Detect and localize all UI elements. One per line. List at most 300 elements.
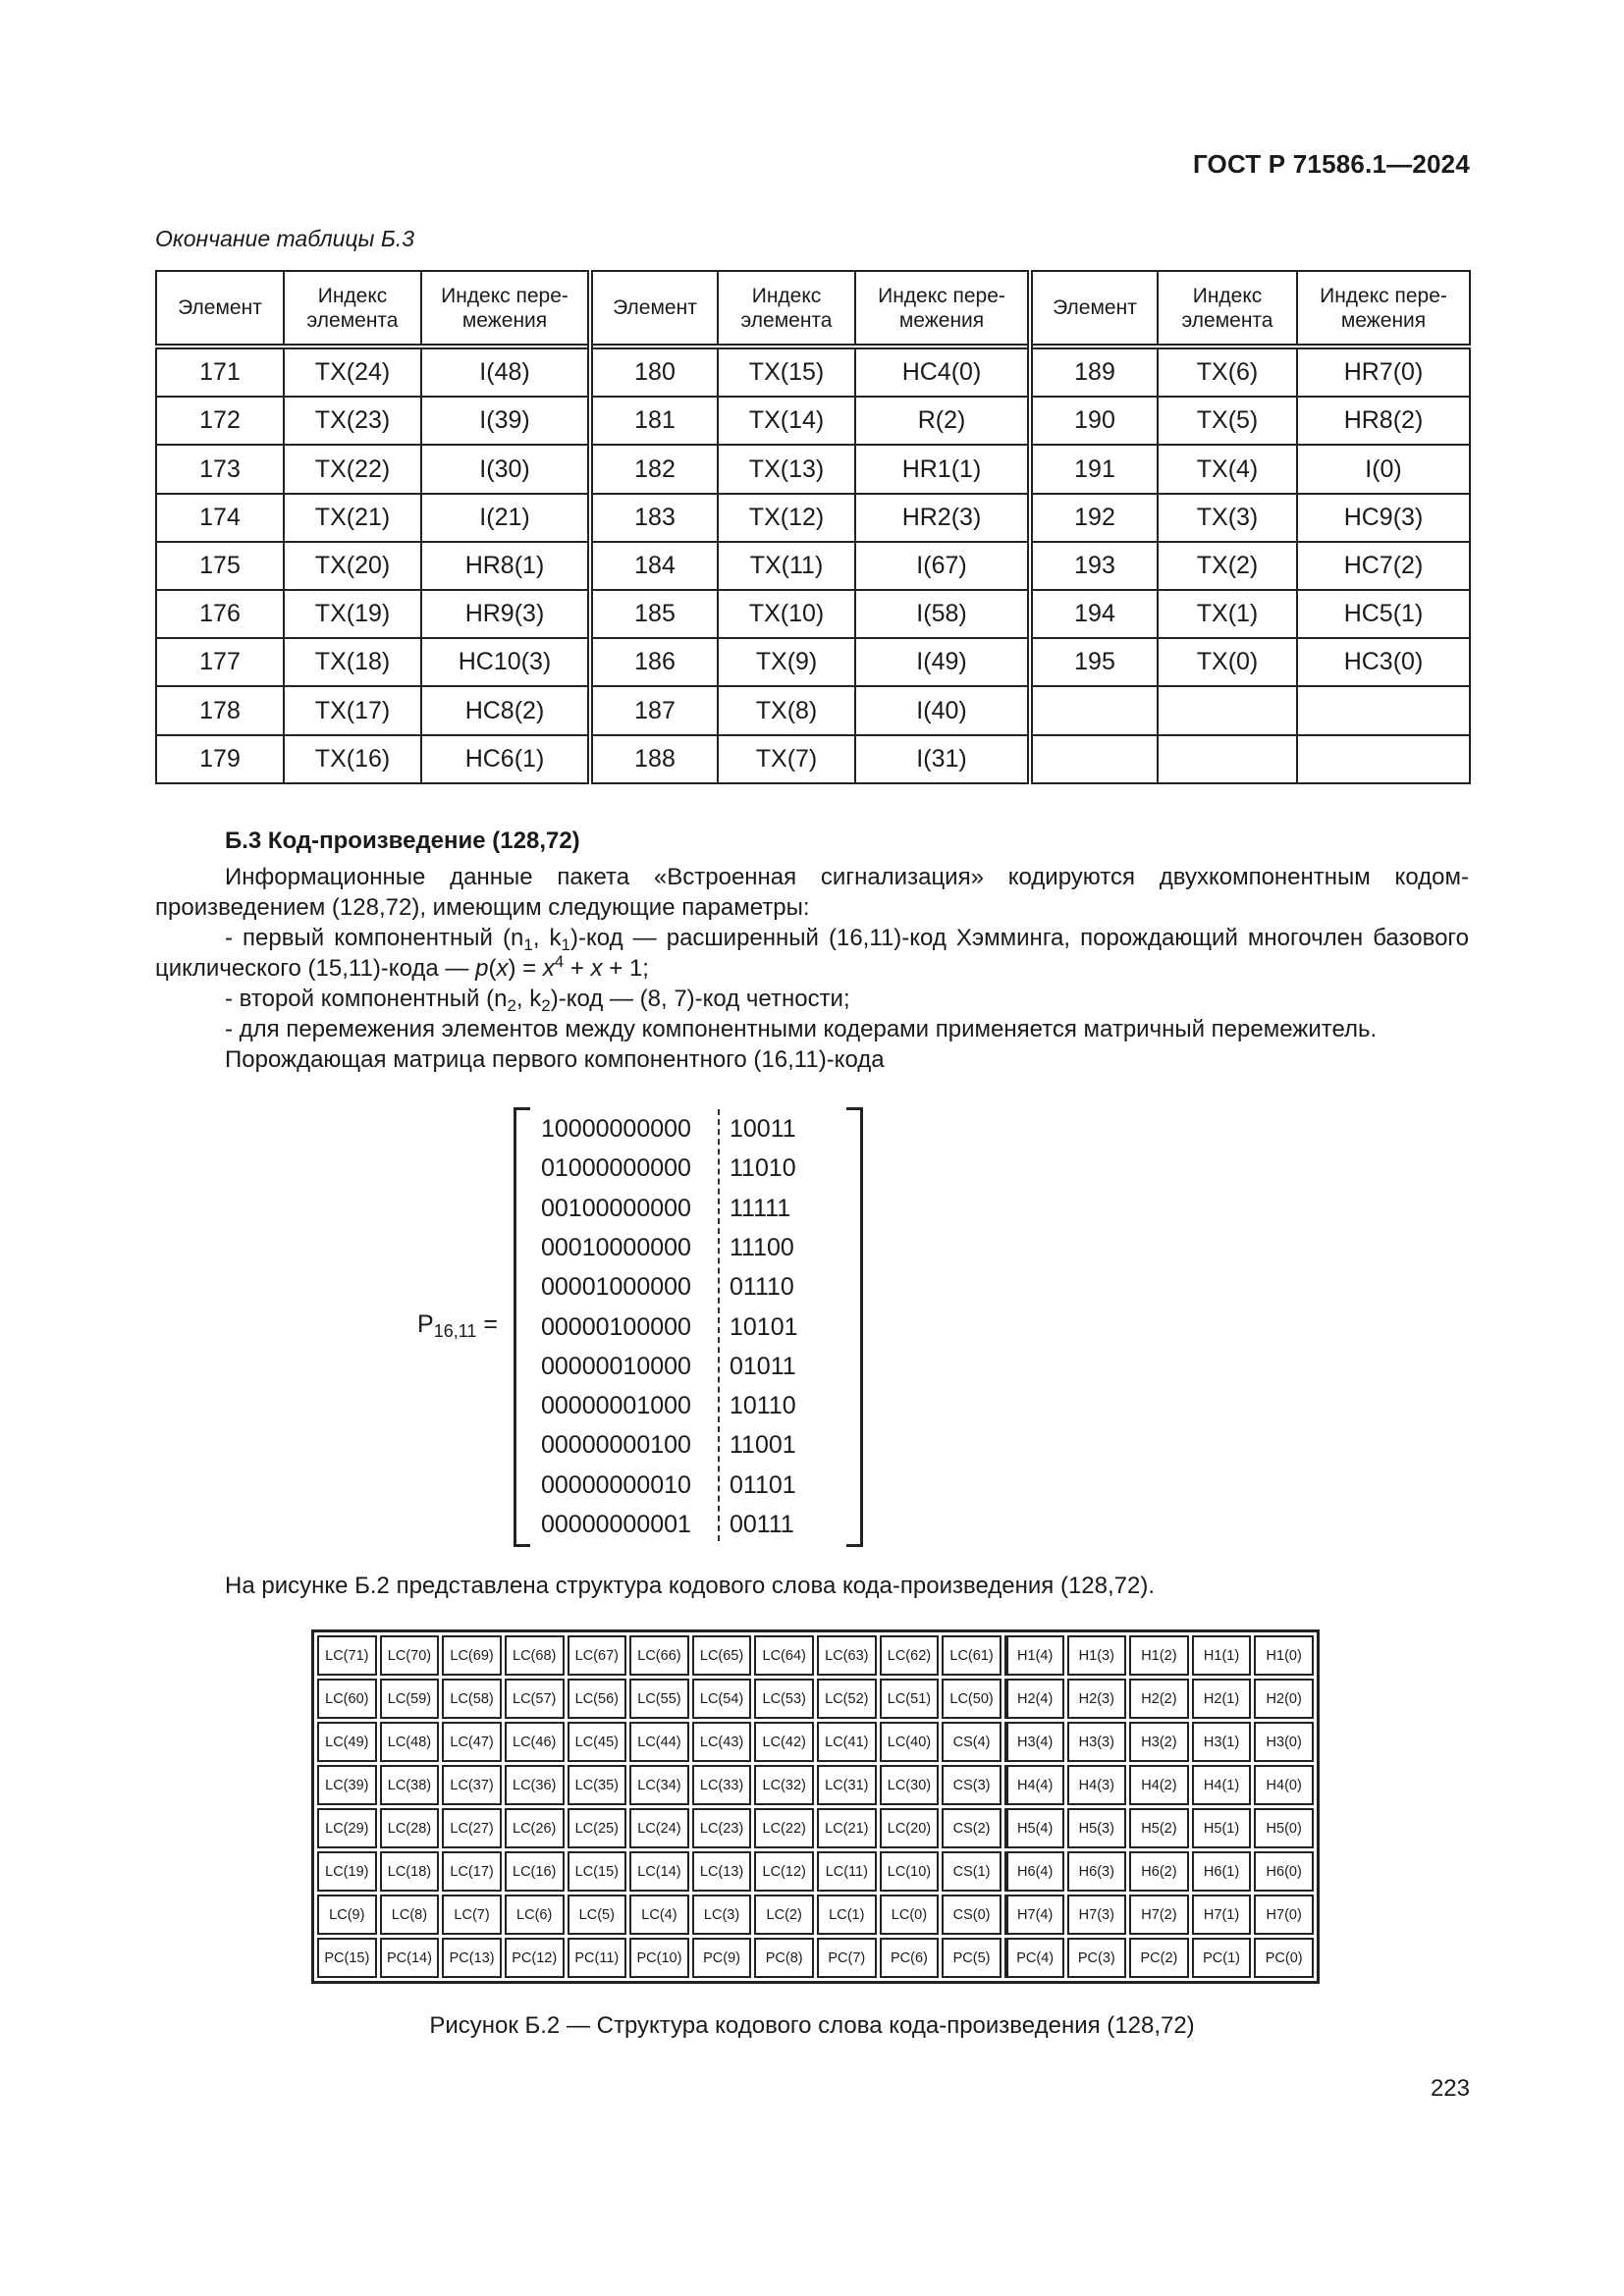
table-cell: 178 (156, 686, 284, 734)
codeword-cell: CS(1) (942, 1851, 1001, 1892)
codeword-cell: PC(13) (442, 1938, 502, 1978)
matrix-intro: Порождающая матрица первого компонентного (16,11)-кода (225, 1046, 885, 1073)
table-cell: TX(9) (718, 638, 855, 686)
table-cell: 180 (590, 347, 718, 397)
codeword-cell: LC(15) (568, 1851, 627, 1892)
codeword-row (317, 1808, 1314, 1848)
codeword-cell: LC(33) (692, 1765, 752, 1805)
codeword-cell: CS(3) (942, 1765, 1001, 1805)
table-cell: TX(5) (1158, 397, 1297, 445)
codeword-cell: LC(18) (380, 1851, 440, 1892)
codeword-cell: LC(25) (568, 1808, 627, 1848)
text-fragment: )-код — (8, 7)-код четности; (550, 986, 850, 1012)
matrix-row-identity: 00000001000 (541, 1392, 691, 1420)
codeword-cell: LC(14) (629, 1851, 689, 1892)
table-cell (1297, 735, 1470, 783)
codeword-cell: LC(54) (692, 1679, 752, 1719)
codeword-cell: LC(64) (754, 1635, 814, 1676)
table-row (156, 735, 1470, 783)
subscript: 1 (523, 935, 533, 954)
codeword-cell: H6(4) (1004, 1851, 1064, 1892)
matrix-separator (718, 1109, 720, 1541)
codeword-cell: H5(2) (1129, 1808, 1189, 1848)
table-cell: 188 (590, 735, 718, 783)
matrix-row-parity: 01101 (730, 1470, 796, 1499)
codeword-cell: LC(62) (880, 1635, 940, 1676)
codeword-cell: H6(3) (1067, 1851, 1127, 1892)
codeword-row (317, 1895, 1314, 1935)
codeword-cell: PC(3) (1067, 1938, 1127, 1978)
table-row (156, 347, 1470, 397)
table-cell: TX(10) (718, 590, 855, 638)
codeword-row (317, 1765, 1314, 1805)
table-row (156, 445, 1470, 493)
table-cell: 190 (1030, 397, 1158, 445)
codeword-cell: H2(0) (1254, 1679, 1314, 1719)
codeword-cell: LC(45) (568, 1722, 627, 1762)
table-cell: 186 (590, 638, 718, 686)
table-header-cell: Индекс пере-межения (855, 271, 1030, 347)
table-cell: TX(24) (284, 347, 421, 397)
table-header-cell: Индекс элемента (284, 271, 421, 347)
codeword-cell: PC(6) (880, 1938, 940, 1978)
codeword-cell: PC(0) (1254, 1938, 1314, 1978)
matrix-row-identity: 00000000100 (541, 1431, 691, 1460)
italic-var: x (542, 955, 555, 982)
codeword-cell: LC(57) (505, 1679, 565, 1719)
codeword-cell: H3(0) (1254, 1722, 1314, 1762)
codeword-cell: H4(2) (1129, 1765, 1189, 1805)
matrix-row-parity: 10101 (730, 1312, 798, 1341)
table-cell: HR8(2) (1297, 397, 1470, 445)
codeword-cell: H7(3) (1067, 1895, 1127, 1935)
codeword-cell: H6(0) (1254, 1851, 1314, 1892)
table-cell: I(21) (421, 494, 590, 542)
italic-var: x (496, 955, 509, 982)
table-cell: TX(18) (284, 638, 421, 686)
table-header-row (156, 271, 1470, 347)
table-cell: TX(17) (284, 686, 421, 734)
table-cell: TX(16) (284, 735, 421, 783)
codeword-cell: LC(60) (317, 1679, 377, 1719)
table-cell: 179 (156, 735, 284, 783)
table-cell: I(40) (855, 686, 1030, 734)
codeword-cell: LC(63) (817, 1635, 877, 1676)
text-fragment: + 1; (602, 955, 649, 982)
codeword-cell: LC(49) (317, 1722, 377, 1762)
codeword-cell: H4(0) (1254, 1765, 1314, 1805)
table-cell: 183 (590, 494, 718, 542)
table-cell: I(48) (421, 347, 590, 397)
table-cell: R(2) (855, 397, 1030, 445)
codeword-cell: LC(26) (505, 1808, 565, 1848)
table-cell: 192 (1030, 494, 1158, 542)
codeword-cell: H5(4) (1004, 1808, 1064, 1848)
table-header-cell: Элемент (1030, 271, 1158, 347)
text-fragment: , k (515, 986, 542, 1012)
text-fragment: , k (532, 925, 562, 951)
codeword-structure-grid (311, 1629, 1320, 1984)
codeword-cell: CS(4) (942, 1722, 1001, 1762)
text-fragment: )-код — расширенный (16,11)-код Хэмминга, порождающий многочлен базового циклического (15,11)-кода — (155, 925, 1469, 982)
table-cell: TX(15) (718, 347, 855, 397)
codeword-cell: H6(2) (1129, 1851, 1189, 1892)
table-cell: HR8(1) (421, 542, 590, 590)
table-cell: 184 (590, 542, 718, 590)
codeword-cell: LC(36) (505, 1765, 565, 1805)
codeword-cell: H7(1) (1192, 1895, 1252, 1935)
text-fragment: ( (488, 955, 497, 982)
table-cell: HC6(1) (421, 735, 590, 783)
table-cell: TX(22) (284, 445, 421, 493)
table-header-cell: Индекс пере-межения (1297, 271, 1470, 347)
subscript: 2 (507, 996, 516, 1015)
table-cell: 185 (590, 590, 718, 638)
table-cell: 189 (1030, 347, 1158, 397)
codeword-cell: PC(4) (1004, 1938, 1064, 1978)
subscript: 2 (541, 996, 551, 1015)
codeword-cell: LC(35) (568, 1765, 627, 1805)
codeword-cell: H7(0) (1254, 1895, 1314, 1935)
table-header-cell: Элемент (156, 271, 284, 347)
matrix-bracket-left (514, 1107, 530, 1547)
table-row (156, 542, 1470, 590)
codeword-cell: LC(24) (629, 1808, 689, 1848)
codeword-cell: LC(5) (568, 1895, 627, 1935)
table-cell: HR1(1) (855, 445, 1030, 493)
codeword-cell: LC(23) (692, 1808, 752, 1848)
matrix-row-identity: 00000000010 (541, 1470, 691, 1499)
codeword-cell: PC(10) (629, 1938, 689, 1978)
italic-var: x (590, 955, 603, 982)
codeword-cell: PC(15) (317, 1938, 377, 1978)
table-cell: 191 (1030, 445, 1158, 493)
codeword-cell: H3(3) (1067, 1722, 1127, 1762)
codeword-cell: LC(71) (317, 1635, 377, 1676)
table-cell: 175 (156, 542, 284, 590)
codeword-cell: LC(44) (629, 1722, 689, 1762)
codeword-grid-body (317, 1635, 1314, 1978)
table-row (156, 686, 1470, 734)
matrix-row-parity: 10110 (730, 1392, 796, 1420)
codeword-cell: LC(40) (880, 1722, 940, 1762)
codeword-cell: LC(32) (754, 1765, 814, 1805)
table-cell: I(58) (855, 590, 1030, 638)
table-cell: TX(1) (1158, 590, 1297, 638)
codeword-cell: H3(2) (1129, 1722, 1189, 1762)
paragraph-intro-text: Информационные данные пакета «Встроенная сигнализация» кодируются двухкомпонентным кодом-произведением (128,72), имеющим следующие параметры: (155, 864, 1469, 921)
table-cell: HC10(3) (421, 638, 590, 686)
table-cell: 194 (1030, 590, 1158, 638)
table-cell: HC5(1) (1297, 590, 1470, 638)
codeword-cell: PC(1) (1192, 1938, 1252, 1978)
codeword-cell: LC(12) (754, 1851, 814, 1892)
table-cell: I(39) (421, 397, 590, 445)
table-cell: 187 (590, 686, 718, 734)
table-cell (1158, 686, 1297, 734)
table-cell: HC8(2) (421, 686, 590, 734)
codeword-cell: LC(19) (317, 1851, 377, 1892)
page-number: 223 (1430, 2075, 1470, 2102)
codeword-cell: H4(1) (1192, 1765, 1252, 1805)
codeword-cell: LC(9) (317, 1895, 377, 1935)
table-caption: Окончание таблицы Б.3 (155, 226, 415, 251)
section-title: Б.3 Код-произведение (128,72) (225, 828, 580, 854)
codeword-cell: LC(68) (505, 1635, 565, 1676)
codeword-cell: LC(38) (380, 1765, 440, 1805)
codeword-cell: LC(3) (692, 1895, 752, 1935)
table-row (156, 397, 1470, 445)
table-cell: HC4(0) (855, 347, 1030, 397)
codeword-cell: H1(1) (1192, 1635, 1252, 1676)
codeword-cell: LC(61) (942, 1635, 1001, 1676)
list-item-second-component (225, 984, 850, 1014)
codeword-row (317, 1938, 1314, 1978)
codeword-cell: LC(50) (942, 1679, 1001, 1719)
codeword-cell: LC(27) (442, 1808, 502, 1848)
table-cell: HC3(0) (1297, 638, 1470, 686)
matrix-row-parity: 01110 (730, 1273, 794, 1302)
codeword-cell: H1(2) (1129, 1635, 1189, 1676)
codeword-cell: H1(0) (1254, 1635, 1314, 1676)
matrix-row-parity: 11010 (730, 1154, 796, 1183)
table-cell (1030, 686, 1158, 734)
codeword-cell: LC(66) (629, 1635, 689, 1676)
table-cell: HR7(0) (1297, 347, 1470, 397)
codeword-cell: LC(22) (754, 1808, 814, 1848)
text-fragment: - первый компонентный (n (225, 925, 524, 951)
codeword-cell: LC(13) (692, 1851, 752, 1892)
codeword-cell: PC(11) (568, 1938, 627, 1978)
codeword-cell: LC(67) (568, 1635, 627, 1676)
codeword-cell: LC(48) (380, 1722, 440, 1762)
codeword-cell: LC(20) (880, 1808, 940, 1848)
codeword-cell: LC(10) (880, 1851, 940, 1892)
table-cell: TX(19) (284, 590, 421, 638)
codeword-cell: PC(2) (1129, 1938, 1189, 1978)
codeword-cell: H2(1) (1192, 1679, 1252, 1719)
codeword-cell: LC(53) (754, 1679, 814, 1719)
matrix-row-parity: 11001 (730, 1431, 796, 1460)
codeword-cell: H5(1) (1192, 1808, 1252, 1848)
codeword-cell: LC(65) (692, 1635, 752, 1676)
table-cell: TX(4) (1158, 445, 1297, 493)
codeword-cell: PC(9) (692, 1938, 752, 1978)
table-cell: TX(3) (1158, 494, 1297, 542)
matrix-label (417, 1310, 498, 1339)
table-cell: TX(12) (718, 494, 855, 542)
codeword-cell: LC(59) (380, 1679, 440, 1719)
codeword-cell: H7(4) (1004, 1895, 1064, 1935)
matrix-bracket-right (846, 1107, 863, 1547)
table-cell (1158, 735, 1297, 783)
codeword-cell: LC(16) (505, 1851, 565, 1892)
codeword-cell: LC(46) (505, 1722, 565, 1762)
codeword-cell: H2(4) (1004, 1679, 1064, 1719)
matrix-label-main: P (417, 1310, 434, 1338)
codeword-cell: LC(29) (317, 1808, 377, 1848)
figure-intro: На рисунке Б.2 представлена структура кодового слова кода-произведения (128,72). (225, 1573, 1156, 1599)
matrix-row-identity: 00000100000 (541, 1312, 691, 1341)
table-cell: I(67) (855, 542, 1030, 590)
table-cell: TX(7) (718, 735, 855, 783)
table-cell: 182 (590, 445, 718, 493)
codeword-cell: H4(4) (1004, 1765, 1064, 1805)
italic-var: p (475, 955, 489, 982)
matrix-label-sub: 16,11 (433, 1321, 477, 1341)
table-cell: HC9(3) (1297, 494, 1470, 542)
codeword-cell: LC(56) (568, 1679, 627, 1719)
codeword-cell: H2(3) (1067, 1679, 1127, 1719)
codeword-cell: LC(31) (817, 1765, 877, 1805)
table-cell: 193 (1030, 542, 1158, 590)
text-fragment: ) = (508, 955, 543, 982)
codeword-cell: H5(0) (1254, 1808, 1314, 1848)
matrix-row-identity: 00000000001 (541, 1511, 691, 1538)
matrix-row-parity: 11100 (730, 1233, 794, 1261)
codeword-cell: LC(47) (442, 1722, 502, 1762)
table-cell: I(30) (421, 445, 590, 493)
list-item-first-component (155, 923, 1469, 984)
codeword-cell: PC(14) (380, 1938, 440, 1978)
codeword-row (317, 1635, 1314, 1676)
table-cell: TX(20) (284, 542, 421, 590)
codeword-cell: H1(3) (1067, 1635, 1127, 1676)
codeword-cell: H5(3) (1067, 1808, 1127, 1848)
codeword-row (317, 1722, 1314, 1762)
table-row (156, 590, 1470, 638)
codeword-cell: PC(8) (754, 1938, 814, 1978)
matrix-row-parity: 11111 (730, 1194, 791, 1222)
codeword-cell: LC(52) (817, 1679, 877, 1719)
matrix-row-parity: 01011 (730, 1352, 796, 1380)
table-row (156, 494, 1470, 542)
codeword-cell: LC(55) (629, 1679, 689, 1719)
codeword-cell: H6(1) (1192, 1851, 1252, 1892)
matrix-row-identity: 00010000000 (541, 1233, 691, 1261)
codeword-cell: LC(28) (380, 1808, 440, 1848)
table-cell: 195 (1030, 638, 1158, 686)
codeword-cell: CS(2) (942, 1808, 1001, 1848)
codeword-cell: LC(17) (442, 1851, 502, 1892)
codeword-cell: LC(69) (442, 1635, 502, 1676)
codeword-row (317, 1851, 1314, 1892)
table-cell: TX(21) (284, 494, 421, 542)
text-fragment: + (564, 955, 591, 982)
codeword-cell: H2(2) (1129, 1679, 1189, 1719)
codeword-cell: LC(6) (505, 1895, 565, 1935)
text-fragment: - второй компонентный (n (225, 986, 508, 1012)
table-header-cell: Индекс элемента (718, 271, 855, 347)
matrix-row-identity: 00100000000 (541, 1194, 691, 1222)
codeword-cell: LC(37) (442, 1765, 502, 1805)
table-cell: 174 (156, 494, 284, 542)
codeword-cell: LC(0) (880, 1895, 940, 1935)
matrix-row-parity: 10011 (730, 1115, 796, 1143)
table-cell: 172 (156, 397, 284, 445)
codeword-cell: LC(58) (442, 1679, 502, 1719)
table-header-cell: Индекс элемента (1158, 271, 1297, 347)
table-cell: I(31) (855, 735, 1030, 783)
codeword-cell: LC(34) (629, 1765, 689, 1805)
table-body (156, 347, 1470, 783)
codeword-cell: LC(8) (380, 1895, 440, 1935)
codeword-cell: LC(41) (817, 1722, 877, 1762)
subscript: 1 (561, 935, 571, 954)
matrix-row-parity: 00111 (730, 1511, 794, 1538)
table-cell: HR9(3) (421, 590, 590, 638)
codeword-cell: H7(2) (1129, 1895, 1189, 1935)
standard-header: ГОСТ Р 71586.1—2024 (1192, 149, 1470, 179)
codeword-cell: LC(21) (817, 1808, 877, 1848)
table-header-cell: Элемент (590, 271, 718, 347)
table-header-cell: Индекс пере-межения (421, 271, 590, 347)
matrix-label-eq: = (476, 1310, 498, 1338)
matrix-row-identity: 10000000000 (541, 1115, 691, 1143)
codeword-cell: LC(39) (317, 1765, 377, 1805)
codeword-cell: H4(3) (1067, 1765, 1127, 1805)
interleave-table (155, 270, 1471, 784)
table-cell: TX(11) (718, 542, 855, 590)
codeword-cell: LC(51) (880, 1679, 940, 1719)
table-cell: 171 (156, 347, 284, 397)
codeword-cell: LC(4) (629, 1895, 689, 1935)
table-cell: TX(6) (1158, 347, 1297, 397)
codeword-row (317, 1679, 1314, 1719)
codeword-cell: LC(7) (442, 1895, 502, 1935)
paragraph-intro (155, 862, 1469, 923)
table-cell: TX(13) (718, 445, 855, 493)
table-cell: HC7(2) (1297, 542, 1470, 590)
table-cell: 173 (156, 445, 284, 493)
matrix-row-identity: 01000000000 (541, 1154, 691, 1183)
matrix-row-identity: 00001000000 (541, 1273, 691, 1302)
figure-caption: Рисунок Б.2 — Структура кодового слова кода-произведения (128,72) (429, 2012, 1195, 2039)
codeword-cell: H3(4) (1004, 1722, 1064, 1762)
table-cell: TX(0) (1158, 638, 1297, 686)
table-row (156, 638, 1470, 686)
table-cell: 181 (590, 397, 718, 445)
table-cell: 176 (156, 590, 284, 638)
table-cell (1030, 735, 1158, 783)
codeword-cell: LC(43) (692, 1722, 752, 1762)
codeword-cell: LC(11) (817, 1851, 877, 1892)
codeword-cell: LC(2) (754, 1895, 814, 1935)
codeword-cell: LC(1) (817, 1895, 877, 1935)
codeword-cell: PC(5) (942, 1938, 1001, 1978)
codeword-cell: H3(1) (1192, 1722, 1252, 1762)
codeword-cell: CS(0) (942, 1895, 1001, 1935)
list-item-interleaver: - для перемежения элементов между компонентными кодерами применяется матричный перемежитель. (225, 1016, 1378, 1042)
table-cell: I(49) (855, 638, 1030, 686)
table-cell: TX(14) (718, 397, 855, 445)
codeword-cell: LC(70) (380, 1635, 440, 1676)
codeword-cell: PC(7) (817, 1938, 877, 1978)
table-cell: TX(2) (1158, 542, 1297, 590)
table-cell: 177 (156, 638, 284, 686)
table-cell: TX(8) (718, 686, 855, 734)
table-cell: TX(23) (284, 397, 421, 445)
superscript: 4 (554, 952, 565, 971)
matrix-row-identity: 00000010000 (541, 1352, 691, 1380)
codeword-cell: LC(30) (880, 1765, 940, 1805)
codeword-cell: LC(42) (754, 1722, 814, 1762)
codeword-cell: H1(4) (1004, 1635, 1064, 1676)
table-cell: HR2(3) (855, 494, 1030, 542)
table-cell: I(0) (1297, 445, 1470, 493)
table-cell (1297, 686, 1470, 734)
codeword-cell: PC(12) (505, 1938, 565, 1978)
